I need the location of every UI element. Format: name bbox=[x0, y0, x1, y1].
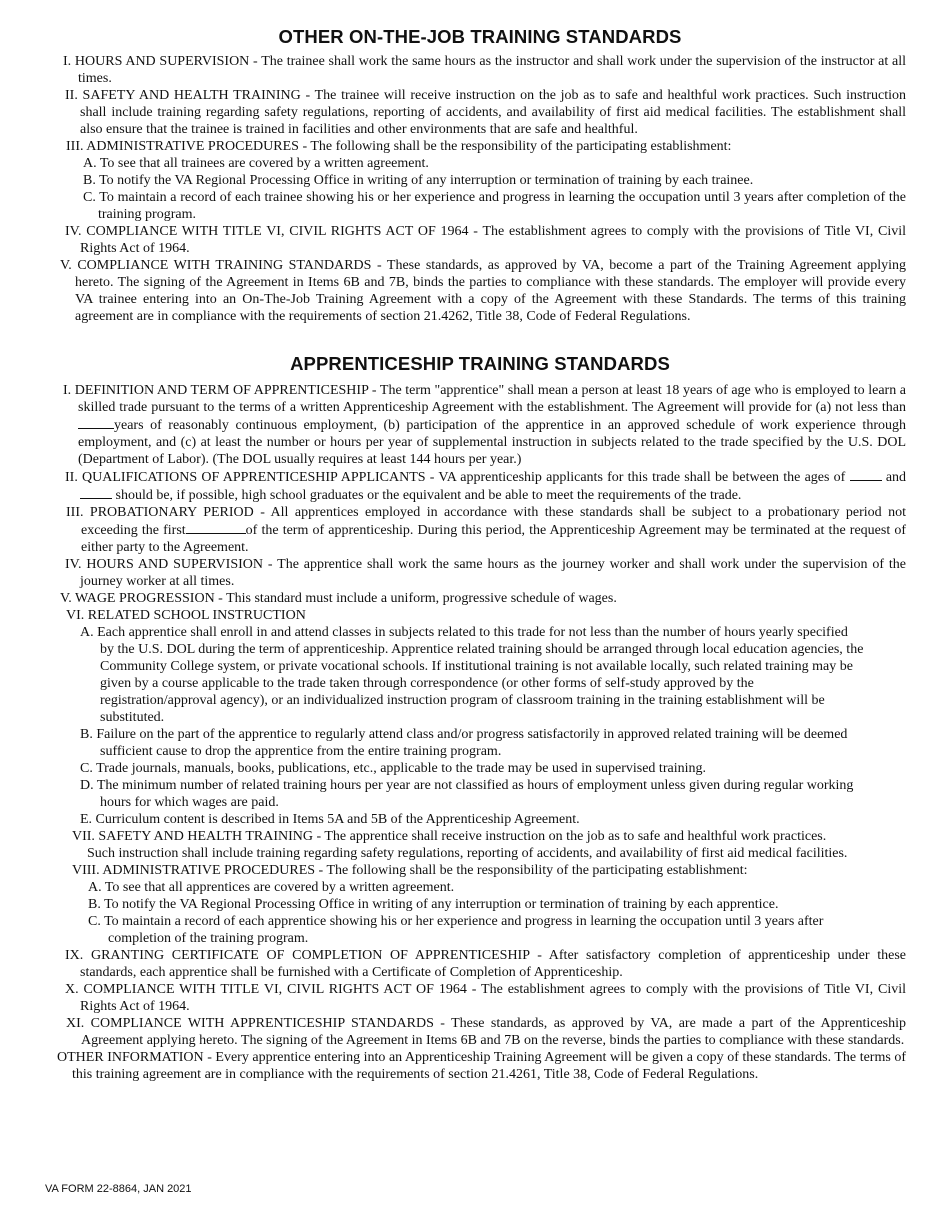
definition-text-start: I. DEFINITION AND TERM OF APPRENTICESHIP - The term "apprentice" shall mean a person at least 18 years of age who is employed to learn a skilled trade pursuant to the terms of a written Apprenticeship Agreement with the establishment. The Agreement will provide for (a) not less than bbox=[63, 383, 906, 415]
ojt-hours-supervision: I. HOURS AND SUPERVISION - The trainee shall work the same hours as the instructor and shall work under the supervision of the instructor at all times. bbox=[63, 54, 906, 86]
apprenticeship-probationary-period bbox=[56, 504, 906, 556]
apprenticeship-standards-title: APPRENTICESHIP TRAINING STANDARDS bbox=[290, 353, 670, 374]
related-instruction-item-c: C. Trade journals, manuals, books, publications, etc., applicable to the trade may be used in supervised training. bbox=[80, 761, 706, 776]
qualifications-text-start: II. QUALIFICATIONS OF APPRENTICESHIP APPLICANTS - VA apprenticeship applicants for this trade shall be between the ages of bbox=[65, 470, 846, 485]
qualifications-and: and bbox=[885, 470, 907, 485]
ojt-admin-item-b: B. To notify the VA Regional Processing Office in writing of any interruption or termination of training by each trainee. bbox=[83, 173, 754, 188]
apprenticeship-definition-term bbox=[56, 382, 906, 468]
related-instruction-item-e: E. Curriculum content is described in Items 5A and 5B of the Apprenticeship Agreement. bbox=[80, 812, 580, 827]
apprenticeship-qualifications bbox=[56, 468, 906, 504]
apprenticeship-standards-compliance: XI. COMPLIANCE WITH APPRENTICESHIP STANDARDS - These standards, as approved by VA, are made a part of the Apprenticeship Agreement applying hereto. The signing of the Agreement in Items 6B and 7B on the reverse, binds the parties to compliance with these standards. bbox=[66, 1016, 906, 1048]
related-instruction-item-b: B. Failure on the part of the apprentice to regularly attend class and/or progress satisfactorily in approved related training will be deemed sufficient cause to drop the apprentice from the entire training program. bbox=[80, 727, 848, 759]
apprenticeship-related-instruction: VI. RELATED SCHOOL INSTRUCTION bbox=[66, 608, 306, 623]
definition-text-end: years of reasonably continuous employment, (b) participation of the apprentice in an approved schedule of work experience through employment, and (c) at least the number or hours per year of supplemental instruction in subjects related to the trade specified by the U.S. DOL (Department of Labor). (The DOL usually requires at least 144 hours per year.) bbox=[78, 418, 906, 467]
apprentice-admin-item-c: C. To maintain a record of each apprentice showing his or her experience and progress in learning the occupation until 3 years after completion of the training program. bbox=[88, 914, 824, 946]
ojt-admin-item-a: A. To see that all trainees are covered by a written agreement. bbox=[83, 156, 429, 171]
ojt-standards-title: OTHER ON-THE-JOB TRAINING STANDARDS bbox=[278, 26, 682, 47]
ojt-safety-health-training: II. SAFETY AND HEALTH TRAINING - The trainee will receive instruction on the job as to safe and healthful work practices. Such instruction shall include training regarding safety regulations, reporting of accidents, and availability of first aid medical facilities. The establishment shall also ensure that the trainee is trained in facilities and other environments that are safe and healthful. bbox=[65, 88, 906, 137]
probation-text-end: of the term of apprenticeship. During this period, the Apprenticeship Agreement may be terminated at the request of either party to the Agreement. bbox=[81, 523, 906, 555]
max-age-blank-field[interactable] bbox=[80, 486, 112, 499]
qualifications-text-end: should be, if possible, high school graduates or the equivalent and be able to meet the requirements of the trade. bbox=[115, 488, 742, 503]
apprenticeship-standards-section bbox=[56, 382, 906, 1083]
apprenticeship-certificate-completion: IX. GRANTING CERTIFICATE OF COMPLETION OF APPRENTICESHIP - After satisfactory completion of apprenticeship under these standards, each apprentice shall be furnished with a Certificate of Completion of Apprenticeship. bbox=[65, 948, 906, 980]
form-number-footer: VA FORM 22-8864, JAN 2021 bbox=[45, 1183, 192, 1195]
ojt-training-standards-compliance: V. COMPLIANCE WITH TRAINING STANDARDS - These standards, as approved by VA, become a part of the Training Agreement applying hereto. The signing of the Agreement in Items 6B and 7B, binds the parties to compliance with these standards. The employer will provide every VA trainee entering into an On-The-Job Training Agreement with a copy of the Agreement with these Standards. The terms of this training agreement are in compliance with the requirements of section 21.4262, Title 38, Code of Federal Regulations. bbox=[60, 258, 906, 324]
ojt-standards-section bbox=[56, 53, 906, 325]
apprenticeship-safety-health-training: VII. SAFETY AND HEALTH TRAINING - The apprentice shall receive instruction on the job as to safe and healthful work practices. Such instruction shall include training regarding safety regulations, reporting of accidents, and availability of first aid medical facilities. bbox=[72, 829, 848, 861]
apprenticeship-other-information: OTHER INFORMATION - Every apprentice entering into an Apprenticeship Training Agreement will be given a copy of these standards. The terms of this training agreement are in compliance with the requirements of section 21.4261, Title 38, Code of Federal Regulations. bbox=[57, 1050, 906, 1082]
apprenticeship-wage-progression: V. WAGE PROGRESSION - This standard must include a uniform, progressive schedule of wages. bbox=[60, 591, 617, 606]
probation-text-start: III. PROBATIONARY PERIOD - All apprentices employed in accordance with these standards shall be subject to a probationary period not exceeding the first bbox=[66, 505, 906, 538]
apprentice-admin-item-b: B. To notify the VA Regional Processing Office in writing of any interruption or termination of training by each apprentice. bbox=[88, 897, 779, 912]
years-blank-field[interactable] bbox=[78, 416, 114, 429]
ojt-admin-item-c: C. To maintain a record of each trainee showing his or her experience and progress in learning the occupation until 3 years after completion of the training program. bbox=[83, 190, 906, 222]
related-instruction-item-a: A. Each apprentice shall enroll in and attend classes in subjects related to this trade for not less than the number of hours yearly specified by the U.S. DOL during the term of apprenticeship. Apprentice related training should be arranged through local education agencies, the Community College system, or private vocational schools. If institutional training is not available locally, such related training may be given by a course applicable to the trade taken through correspondence (or other forms of self-study approved by the registration/approval agency), or an individualized instruction program of classroom training in the training establishment will be substituted. bbox=[80, 625, 864, 725]
ojt-civil-rights-compliance: IV. COMPLIANCE WITH TITLE VI, CIVIL RIGHTS ACT OF 1964 - The establishment agrees to comply with the provisions of Title VI, Civil Rights Act of 1964. bbox=[65, 224, 906, 256]
min-age-blank-field[interactable] bbox=[850, 468, 882, 481]
apprenticeship-hours-supervision: IV. HOURS AND SUPERVISION - The apprentice shall work the same hours as the journey worker and shall work under the supervision of the journey worker at all times. bbox=[65, 557, 906, 589]
probation-period-blank-field[interactable] bbox=[186, 521, 246, 534]
related-instruction-item-d: D. The minimum number of related training hours per year are not classified as hours of employment unless given during regular working hours for which wages are paid. bbox=[80, 778, 854, 810]
apprenticeship-administrative-procedures: VIII. ADMINISTRATIVE PROCEDURES - The following shall be the responsibility of the participating establishment: bbox=[72, 863, 748, 878]
ojt-administrative-procedures: III. ADMINISTRATIVE PROCEDURES - The following shall be the responsibility of the participating establishment: bbox=[66, 139, 732, 154]
apprentice-admin-item-a: A. To see that all apprentices are covered by a written agreement. bbox=[88, 880, 455, 895]
apprenticeship-civil-rights-compliance: X. COMPLIANCE WITH TITLE VI, CIVIL RIGHTS ACT OF 1964 - The establishment agrees to comply with the provisions of Title VI, Civil Rights Act of 1964. bbox=[65, 982, 906, 1014]
